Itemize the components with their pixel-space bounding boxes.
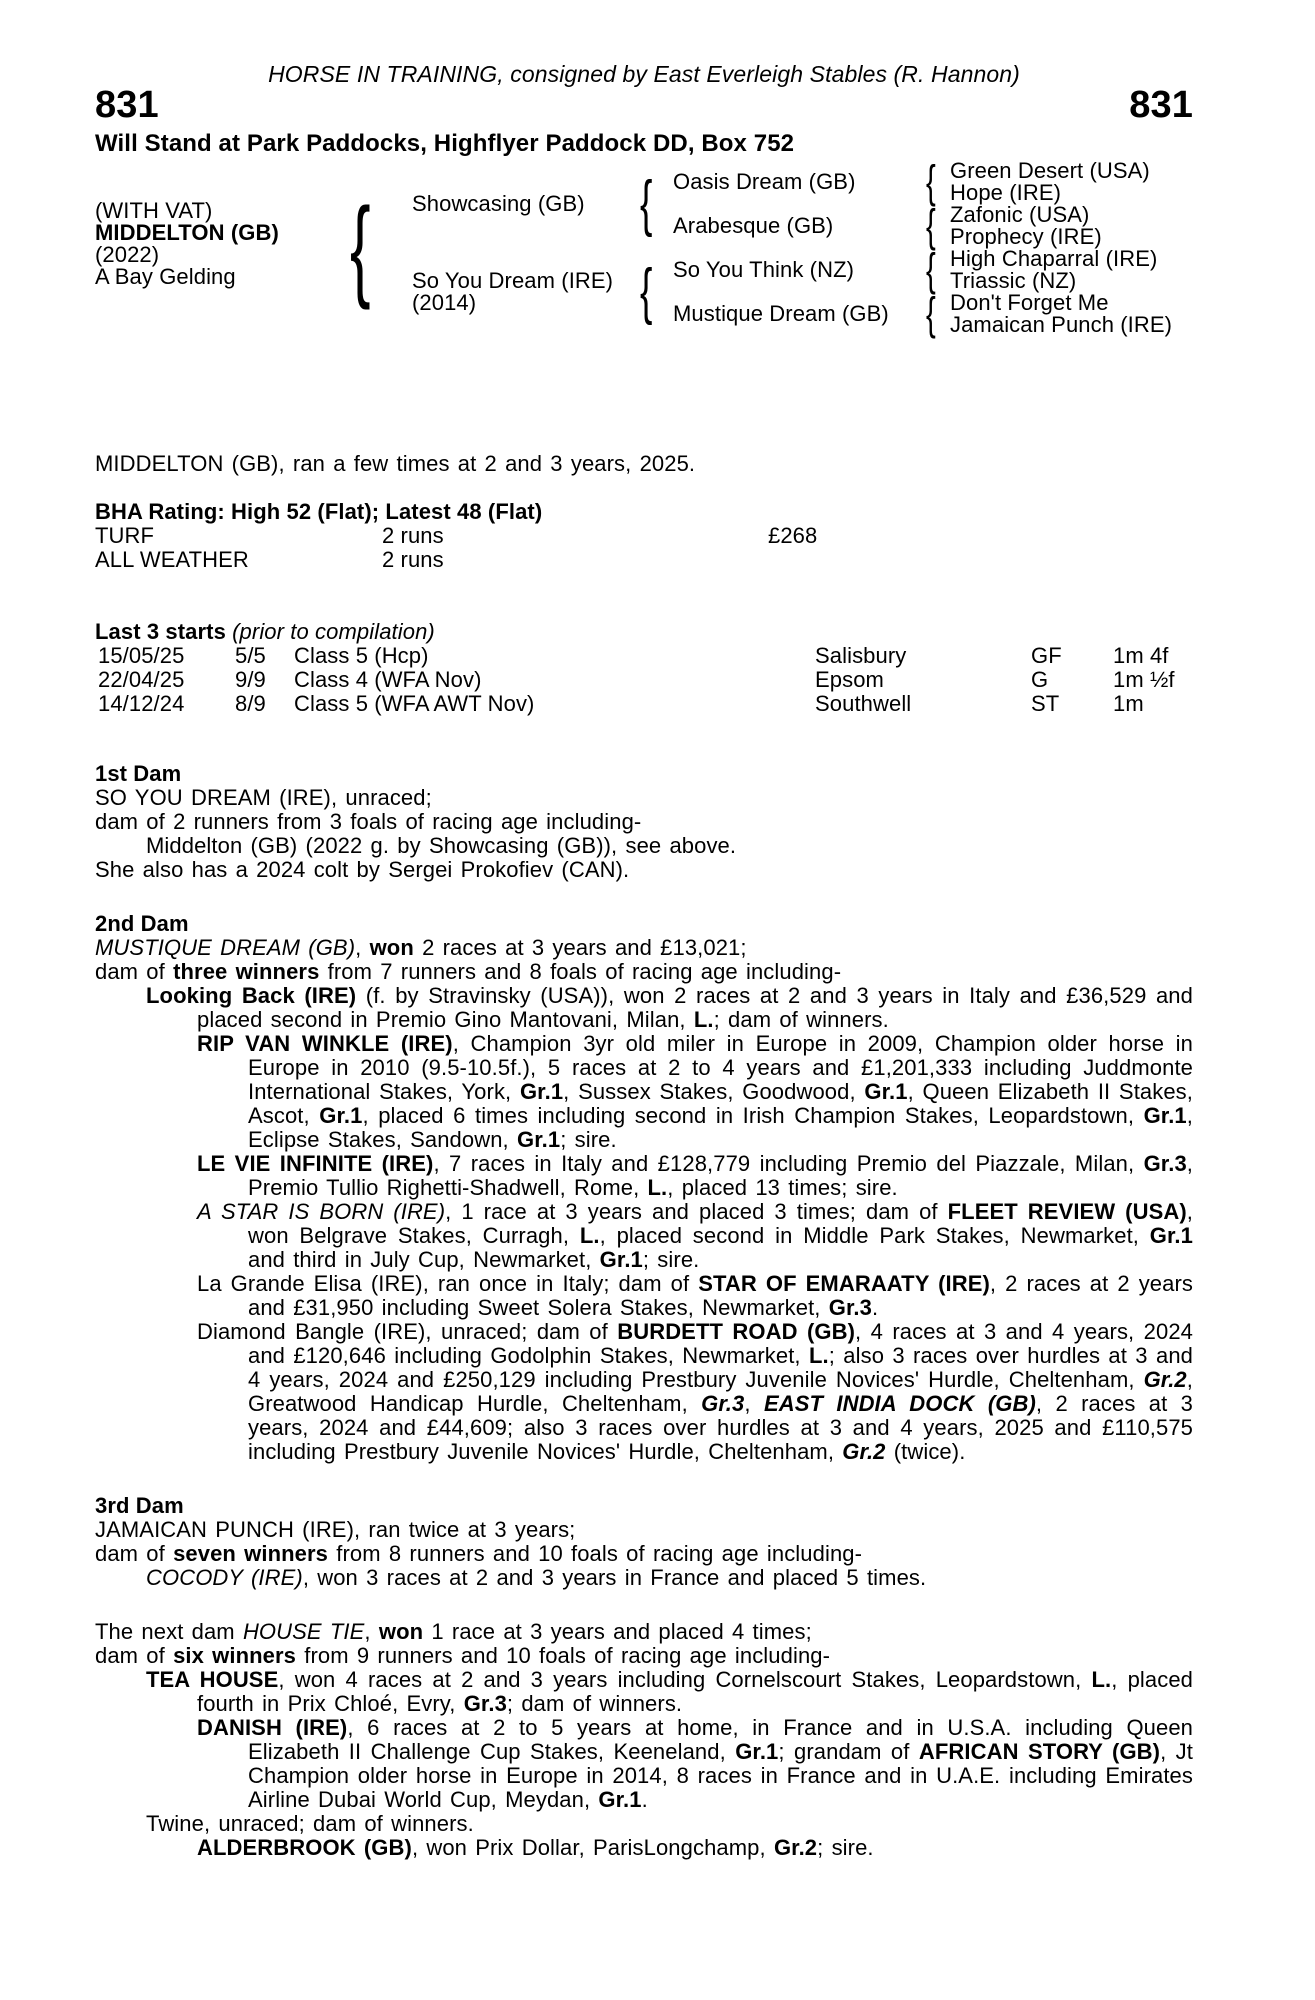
text-run: . [641, 1787, 648, 1812]
text-run: L. [693, 1007, 714, 1032]
pedigree-paragraph [95, 858, 1193, 882]
text-run: Gr.1 [516, 1127, 561, 1152]
horse-sex-note: A Bay Gelding [95, 264, 236, 289]
great-grandparent-name: Triassic (NZ) [950, 268, 1077, 293]
pedigree-paragraph [95, 1812, 1193, 1836]
next-dam-section [95, 1620, 1193, 1860]
bha-runs-cell: 2 runs [382, 547, 444, 572]
text-run: Gr.3 [701, 1391, 745, 1416]
text-run: , Champion 3yr old miler in Europe in 2009, Champion older horse in Europe in 2010 (9.5-10.5f.), 5 races at 2 to 4 years and £1,201,333 including Juddmonte International Stakes, York, [248, 1031, 1193, 1104]
text-run: EAST INDIA DOCK (GB) [763, 1391, 1036, 1416]
pedigree-paragraph [95, 1200, 1193, 1272]
text-run: Gr.3 [463, 1691, 507, 1716]
vat-note: (WITH VAT) [95, 198, 213, 223]
last-start-race: Class 5 (WFA AWT Nov) [294, 691, 535, 716]
text-run: , [355, 935, 370, 960]
last-start-position: 9/9 [235, 667, 266, 692]
stand-location-note: Will Stand at Park Paddocks, Highflyer Paddock DD, Box 752 [95, 130, 795, 157]
text-run: L. [808, 1343, 829, 1368]
bha-surface-cell: ALL WEATHER [95, 547, 249, 572]
pedigree-paragraph [95, 1272, 1193, 1320]
dam-heading: 3rd Dam [95, 1493, 184, 1518]
pedigree-paragraph [95, 810, 1193, 834]
last-start-course: Salisbury [815, 643, 907, 668]
text-run: Twine, unraced; dam of winners. [146, 1811, 474, 1836]
text-run: six winners [173, 1643, 297, 1668]
text-run: seven winners [173, 1541, 329, 1566]
text-run: , Greatwood Handicap Hurdle, Cheltenham, [248, 1367, 1193, 1416]
text-run: FLEET REVIEW (USA) [947, 1199, 1187, 1224]
text-run: dam of 2 runners from 3 foals of racing age including- [95, 809, 642, 834]
great-grandparent-name: Green Desert (USA) [950, 158, 1150, 183]
text-run: , Eclipse Stakes, Sandown, [248, 1103, 1193, 1152]
text-run: , Sussex Stakes, Goodwood, [563, 1079, 865, 1104]
dam-sire-name: So You Think (NZ) [673, 257, 855, 282]
text-run: RIP VAN WINKLE (IRE) [197, 1031, 453, 1056]
pedigree-paragraph [95, 1836, 1193, 1860]
text-run: , won Belgrave Stakes, Curragh, [248, 1199, 1193, 1248]
text-run: dam of [95, 1541, 174, 1566]
text-run: , placed 13 times; sire. [667, 1175, 898, 1200]
pedigree-brace-gen3: { [926, 156, 936, 207]
dam-foaling-year: (2014) [412, 290, 477, 315]
pedigree-paragraph [95, 1518, 1193, 1542]
text-run: ; grandam of [778, 1739, 919, 1764]
text-run: , 2 races at 2 years and £31,950 including Sweet Solera Stakes, Newmarket, [248, 1271, 1193, 1320]
text-run: from 8 runners and 10 foals of racing age including- [328, 1541, 863, 1566]
text-run: Gr.1 [319, 1103, 363, 1128]
text-run: won [378, 1619, 424, 1644]
text-run: ; sire. [560, 1127, 617, 1152]
dam-heading: 2nd Dam [95, 911, 189, 936]
sire-dam-name: Arabesque (GB) [673, 213, 834, 238]
pedigree-brace-gen3: { [926, 288, 936, 339]
dam-dam-name: Mustique Dream (GB) [673, 301, 889, 326]
text-run: Gr.2 [1143, 1367, 1187, 1392]
pedigree-paragraph [95, 984, 1193, 1032]
text-run: ; dam of winners. [506, 1691, 683, 1716]
text-run: , 2 races at 3 years, 2024 and £44,609; also 3 races over hurdles at 3 and 4 years, 2025 and £110,575 including Prestbury Juvenile Novices' Hurdle, Cheltenham, [248, 1391, 1194, 1464]
text-run: ALDERBROOK (GB) [197, 1835, 412, 1860]
text-run: , [744, 1391, 764, 1416]
pedigree-paragraph [95, 1566, 1193, 1590]
text-run: (f. by Stravinsky (USA)), won 2 races at 2 and 3 years in Italy and £36,529 and placed second in Premio Gino Mantovani, Milan, [197, 983, 1193, 1032]
last-start-going: GF [1031, 643, 1062, 668]
text-run: ; dam of winners. [713, 1007, 889, 1032]
text-run: from 7 runners and 8 foals of racing age including- [319, 959, 842, 984]
text-run: The next dam [95, 1619, 243, 1644]
text-run: Middelton (GB) (2022 g. by Showcasing (GB)), see above. [146, 833, 737, 858]
last-start-distance: 1m [1113, 691, 1144, 716]
text-run: , won Prix Dollar, ParisLongchamp, [411, 1835, 774, 1860]
sire-sire-name: Oasis Dream (GB) [673, 169, 856, 194]
pedigree-paragraph [95, 960, 1193, 984]
pedigree-brace-gen3: { [926, 200, 936, 251]
consignment-header: HORSE IN TRAINING, consigned by East Everleigh Stables (R. Hannon) [268, 61, 1020, 87]
text-run: Gr.2 [773, 1835, 818, 1860]
great-grandparent-name: Hope (IRE) [950, 180, 1062, 205]
text-run: won [369, 935, 414, 960]
pedigree-paragraph [95, 1542, 1193, 1566]
last-start-position: 5/5 [235, 643, 266, 668]
text-run: COCODY (IRE) [146, 1565, 303, 1590]
bha-earnings-cell: £268 [768, 523, 818, 548]
text-run: Gr.1 [735, 1739, 779, 1764]
text-run: (twice). [885, 1439, 966, 1464]
last-start-going: ST [1031, 691, 1060, 716]
pedigree-paragraph [95, 1320, 1193, 1464]
dam1-section [95, 762, 1193, 882]
pedigree-paragraph [95, 1644, 1193, 1668]
last-start-going: G [1031, 667, 1049, 692]
bha-rating-section [95, 500, 1193, 572]
last-start-course: Epsom [815, 667, 884, 692]
text-run: STAR OF EMARAATY (IRE) [698, 1271, 990, 1296]
pedigree-paragraph [95, 1152, 1193, 1200]
text-run: , placed 6 times including second in Irish Champion Stakes, Leopardstown, [362, 1103, 1144, 1128]
great-grandparent-name: High Chaparral (IRE) [950, 246, 1158, 271]
text-run: , 6 races at 2 to 5 years at home, in France and in U.S.A. including Queen Elizabeth II Challenge Cup Stakes, Keeneland, [248, 1715, 1193, 1764]
last-start-date: 22/04/25 [98, 667, 185, 692]
text-run: Looking Back (IRE) [146, 983, 357, 1008]
text-run: MUSTIQUE DREAM (GB) [95, 935, 356, 960]
text-run: from 9 runners and 10 foals of racing age including- [296, 1643, 831, 1668]
last-start-race: Class 4 (WFA Nov) [294, 667, 482, 692]
pedigree-paragraph [95, 936, 1193, 960]
bha-surface-cell: TURF [95, 523, 155, 548]
text-run: JAMAICAN PUNCH (IRE), ran twice at 3 years; [95, 1517, 576, 1542]
text-run: AFRICAN STORY (GB) [918, 1739, 1161, 1764]
text-run: and third in July Cup, Newmarket, [248, 1247, 600, 1272]
text-run: , 7 races in Italy and £128,779 including Premio del Piazzale, Milan, [433, 1151, 1144, 1176]
text-run: La Grande Elisa (IRE), ran once in Italy; dam of [197, 1271, 699, 1296]
pedigree-paragraph [95, 786, 1193, 810]
text-run: LE VIE INFINITE (IRE) [197, 1151, 434, 1176]
last-starts-heading [95, 620, 1193, 644]
last-start-course: Southwell [815, 691, 912, 716]
horse-foaling-year: (2022) [95, 242, 160, 267]
text-run: , won 3 races at 2 and 3 years in France and placed 5 times. [302, 1565, 927, 1590]
text-run: Gr.3 [828, 1295, 872, 1320]
text-run: BURDETT ROAD (GB) [617, 1319, 856, 1344]
text-run: three winners [173, 959, 320, 984]
text-run: , won 4 races at 2 and 3 years including Cornelscourt Stakes, Leopardstown, [278, 1667, 1092, 1692]
text-run: L. [579, 1223, 600, 1248]
text-run: Gr.1 [1149, 1223, 1193, 1248]
last-start-distance: 1m 4f [1113, 643, 1169, 668]
text-run: Gr.1 [599, 1247, 643, 1272]
last-start-row [95, 668, 1193, 692]
text-run: dam of [95, 1643, 174, 1668]
pedigree-brace-gen1: { [350, 185, 371, 310]
last-starts-table [95, 644, 1193, 716]
bha-rating-table [95, 524, 1193, 572]
dam-heading: 1st Dam [95, 761, 182, 786]
lot-number-right: 831 [1129, 84, 1193, 126]
last-starts-heading-italic: (prior to compilation) [225, 619, 435, 644]
great-grandparent-name: Prophecy (IRE) [950, 224, 1102, 249]
text-run: , [364, 1619, 379, 1644]
text-run: Gr.3 [1143, 1151, 1187, 1176]
race-summary-note: MIDDELTON (GB), ran a few times at 2 and 3 years, 2025. [95, 451, 696, 476]
text-run: , Jt Champion older horse in Europe in 2014, 8 races in France and in U.A.E. including Emirates Airline Dubai World Cup, Meydan, [248, 1739, 1193, 1812]
dam3-section [95, 1494, 1193, 1590]
last-start-distance: 1m ½f [1113, 667, 1175, 692]
last-start-date: 14/12/24 [98, 691, 185, 716]
text-run: , 4 races at 3 and 4 years, 2024 and £120,646 including Godolphin Stakes, Newmarket, [248, 1319, 1193, 1368]
text-run: , placed second in Middle Park Stakes, Newmarket, [599, 1223, 1150, 1248]
lot-number-left: 831 [95, 84, 159, 126]
text-run: Gr.2 [842, 1439, 886, 1464]
text-run: SO YOU DREAM (IRE), unraced; [95, 785, 432, 810]
text-run: 2 races at 3 years and £13,021; [413, 935, 747, 960]
pedigree-brace-sire: { [640, 169, 653, 238]
text-run: 1 race at 3 years and placed 4 times; [423, 1619, 812, 1644]
pedigree-paragraph [95, 1716, 1193, 1812]
text-run: Diamond Bangle (IRE), unraced; dam of [197, 1319, 618, 1344]
bha-rating-heading: BHA Rating: High 52 (Flat); Latest 48 (Flat) [95, 499, 543, 524]
pedigree-paragraph [95, 834, 1193, 858]
text-run: ; sire. [817, 1835, 874, 1860]
great-grandparent-name: Zafonic (USA) [950, 202, 1090, 227]
pedigree-brace-gen3: { [926, 244, 936, 295]
last-starts-heading-bold: Last 3 starts [95, 619, 226, 644]
text-run: ; sire. [642, 1247, 700, 1272]
text-run: DANISH (IRE) [197, 1715, 348, 1740]
last-starts-section [95, 620, 1193, 716]
last-start-date: 15/05/25 [98, 643, 185, 668]
last-start-race: Class 5 (Hcp) [294, 643, 429, 668]
text-run: Gr.1 [598, 1787, 642, 1812]
dam-name: So You Dream (IRE) [412, 268, 614, 293]
text-run: . [871, 1295, 879, 1320]
text-run: HOUSE TIE [242, 1619, 365, 1644]
text-run: dam of [95, 959, 174, 984]
text-run: She also has a 2024 colt by Sergei Prokofiev (CAN). [95, 857, 630, 882]
text-run: , 1 race at 3 years and placed 3 times; dam of [445, 1199, 948, 1224]
text-run: , Queen Elizabeth II Stakes, Ascot, [248, 1079, 1193, 1128]
pedigree-paragraph [95, 1620, 1193, 1644]
great-grandparent-name: Don't Forget Me [950, 290, 1109, 315]
text-run: Gr.1 [1143, 1103, 1187, 1128]
page-body [95, 452, 1193, 1860]
great-grandparent-name: Jamaican Punch (IRE) [950, 312, 1173, 337]
bha-rating-row [95, 548, 1193, 572]
horse-name: MIDDELTON (GB) [95, 220, 279, 245]
text-run: , placed fourth in Prix Chloé, Evry, [197, 1667, 1193, 1716]
text-run: L. [647, 1175, 668, 1200]
bha-runs-cell: 2 runs [382, 523, 444, 548]
text-run: L. [1091, 1667, 1112, 1692]
text-run: ; also 3 races over hurdles at 3 and 4 years, 2024 and £250,129 including Prestbury Juvenile Novices' Hurdle, Cheltenham, [248, 1343, 1193, 1392]
text-run: A STAR IS BORN (IRE) [197, 1199, 446, 1224]
text-run: Gr.1 [864, 1079, 908, 1104]
dam2-section [95, 912, 1193, 1464]
sire-name: Showcasing (GB) [412, 191, 585, 216]
dam-sections [95, 762, 1193, 1860]
pedigree-paragraph [95, 1668, 1193, 1716]
last-start-row [95, 692, 1193, 716]
last-start-position: 8/9 [235, 691, 266, 716]
text-run: TEA HOUSE [146, 1667, 279, 1692]
pedigree-brace-dam: { [640, 257, 653, 326]
text-run: , Premio Tullio Righetti-Shadwell, Rome, [248, 1151, 1194, 1200]
text-run: Gr.1 [519, 1079, 564, 1104]
last-start-row [95, 644, 1193, 668]
pedigree-paragraph [95, 1032, 1193, 1152]
bha-rating-row [95, 524, 1193, 548]
